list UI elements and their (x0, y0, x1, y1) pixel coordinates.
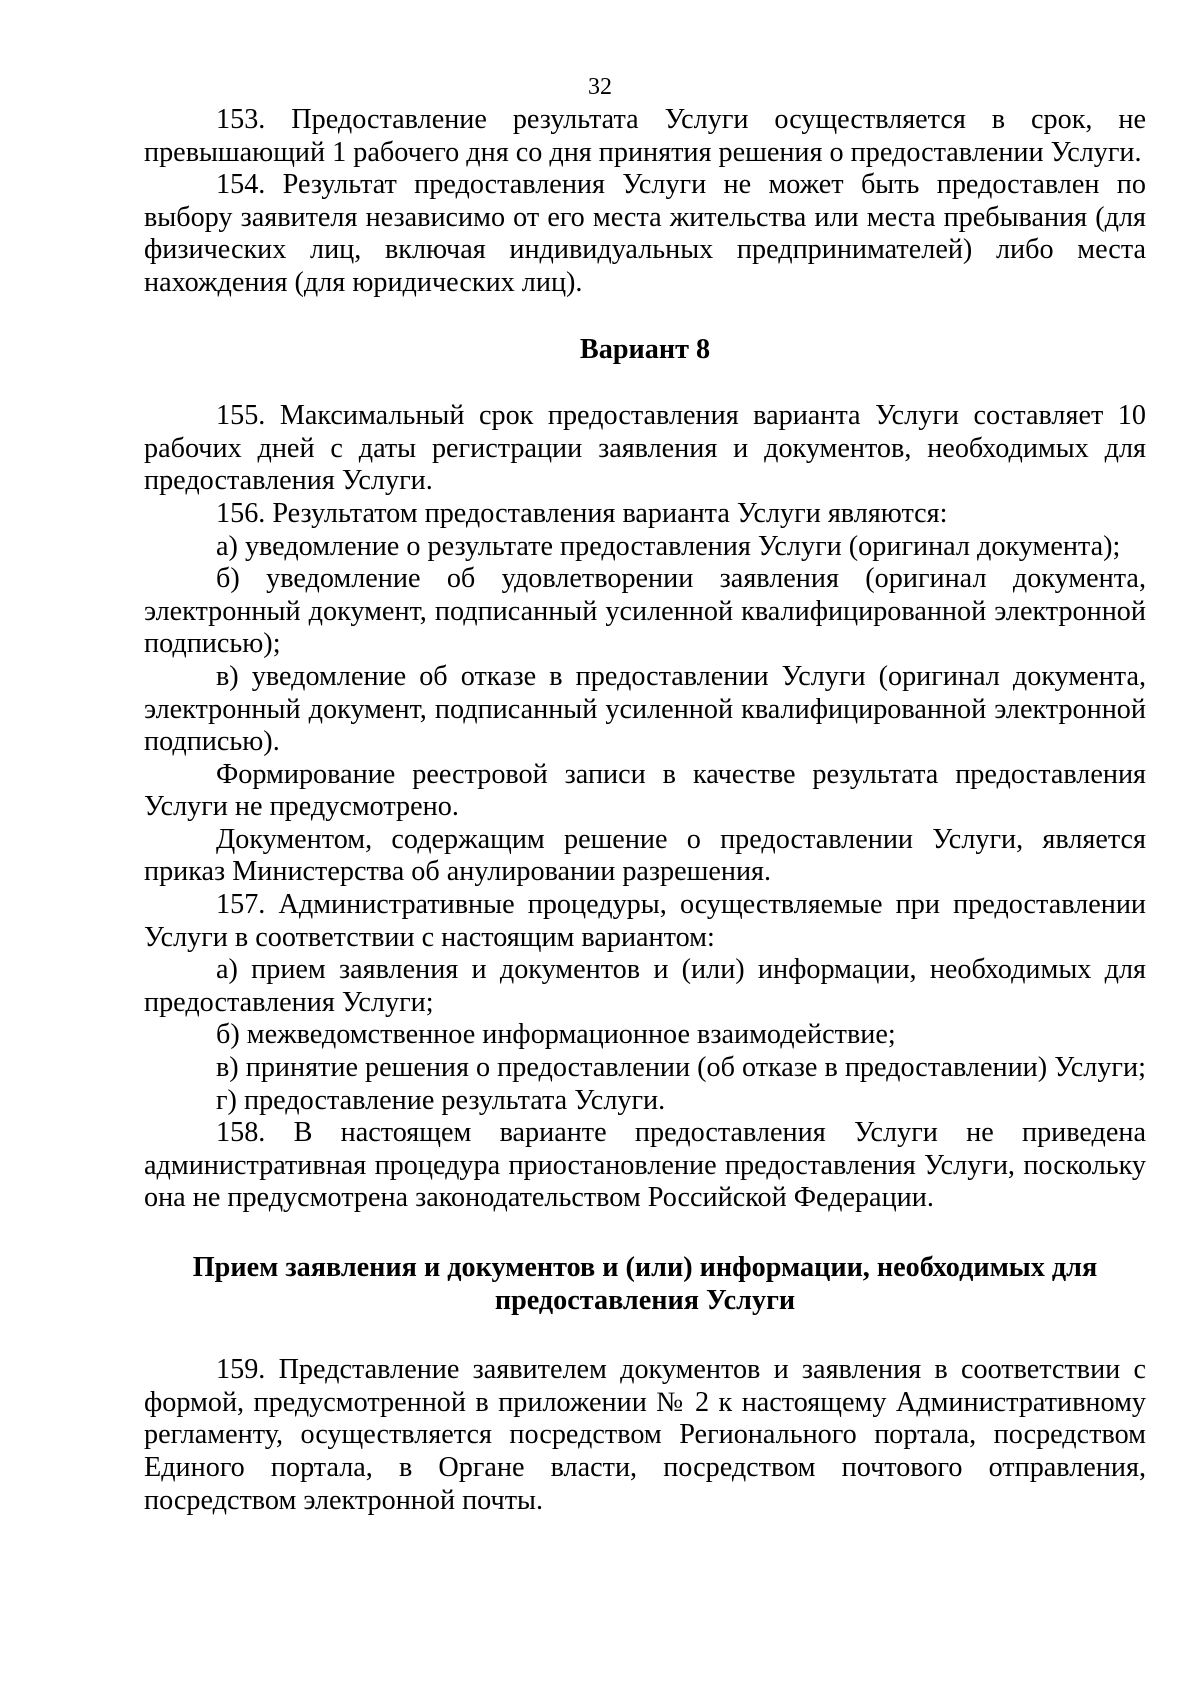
heading-variant-8: Вариант 8 (579, 333, 711, 365)
paragraph-159: 159. Представление заявителем документов и заявления в соответствии с формой, предусмотренной в приложении № 2 к настоящему Административному регламенту, осуществляется посредством Регионального портала, посредством Единого портала, в Органе власти, посредством почтового отправления, посредством электронной почты. (144, 1354, 1146, 1516)
list-item-157-g: г) предоставление результата Услуги. (216, 1084, 666, 1116)
page-number: 32 (588, 74, 612, 100)
heading-application-intake: Прием заявления и документов и (или) информации, необходимых для предоставления Услуги (192, 1252, 1098, 1316)
paragraph-registry-record: Формирование реестровой записи в качестве результата предоставления Услуги не предусмотрено. (144, 758, 1146, 823)
paragraph-157: 157. Административные процедуры, осуществляемые при предоставлении Услуги в соответствии с настоящим вариантом: (144, 889, 1146, 953)
paragraph-155: 155. Максимальный срок предоставления варианта Услуги составляет 10 рабочих дней с даты регистрации заявления и документов, необходимых для предоставления Услуги. (144, 400, 1146, 497)
document-body (144, 104, 1146, 1517)
paragraph-153: 153. Предоставление результата Услуги осуществляется в срок, не превышающий 1 рабочего дня со дня принятия решения о предоставлении Услуги. (144, 104, 1146, 168)
list-item-156-b: б) уведомление об удовлетворении заявления (оригинал документа, электронный документ, подписанный усиленной квалифицированной электронной подписью); (144, 563, 1146, 660)
paragraph-156: 156. Результатом предоставления варианта Услуги являются: (216, 497, 948, 529)
list-item-157-a: а) прием заявления и документов и (или) информации, необходимых для предоставления Услуги; (144, 954, 1146, 1018)
list-item-157-v: в) принятие решения о предоставлении (об отказе в предоставлении) Услуги; (216, 1052, 1146, 1084)
list-item-156-v: в) уведомление об отказе в предоставлении Услуги (оригинал документа, электронный документ, подписанный усиленной квалифицированной электронной подписью). (144, 660, 1146, 758)
paragraph-decision-document: Документом, содержащим решение о предоставлении Услуги, является приказ Министерства об анулировании разрешения. (144, 823, 1146, 888)
paragraph-154: 154. Результат предоставления Услуги не может быть предоставлен по выбору заявителя независимо от его места жительства или места пребывания (для физических лиц, включая индивидуальных предпринимателей) либо места нахождения (для юридических лиц). (144, 169, 1146, 298)
list-item-156-a: а) уведомление о результате предоставления Услуги (оригинал документа); (216, 530, 1121, 562)
list-item-157-b: б) межведомственное информационное взаимодействие; (216, 1019, 896, 1051)
paragraph-158: 158. В настоящем варианте предоставления Услуги не приведена административная процедура приостановление предоставления Услуги, поскольку она не предусмотрена законодательством Российской Федерации. (144, 1117, 1146, 1214)
